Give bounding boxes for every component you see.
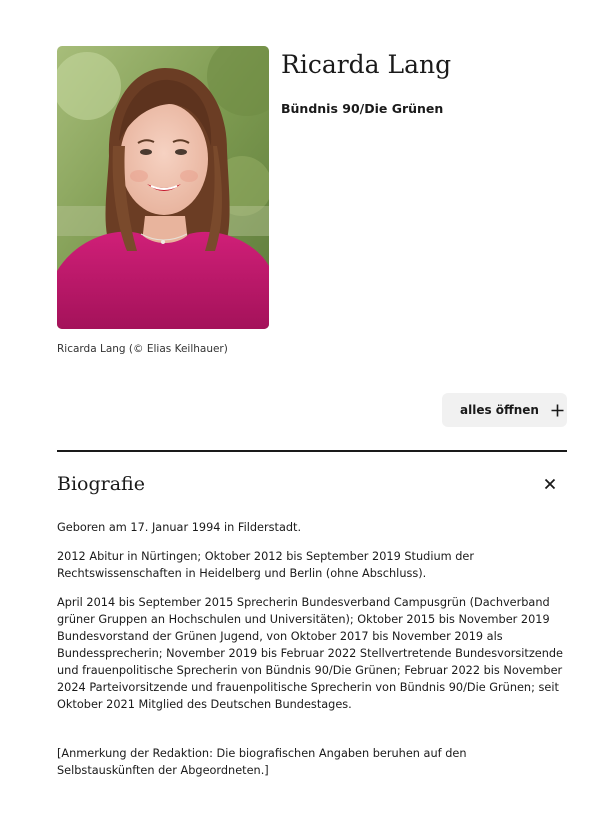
open-all-button[interactable] (442, 393, 567, 427)
open-all-label: alles öffnen (460, 403, 539, 417)
bio-paragraph-education: 2012 Abitur in Nürtingen; Oktober 2012 bis September 2019 Studium der Rechtswissenschaften in Heidelberg und Berlin (ohne Abschluss). (57, 550, 474, 580)
section-divider (57, 450, 567, 452)
biography-content (57, 519, 567, 791)
close-icon[interactable] (542, 476, 558, 492)
biography-accordion-header[interactable] (57, 470, 567, 500)
person-name: Ricarda Lang (281, 50, 452, 79)
portrait-photo (57, 46, 269, 329)
party-affiliation: Bündnis 90/Die Grünen (281, 101, 444, 116)
bio-paragraph-birth: Geboren am 17. Januar 1994 in Filderstadt. (57, 521, 302, 534)
editorial-note: [Anmerkung der Redaktion: Die biografischen Angaben beruhen auf den Selbstauskünften der Abgeordneten.] (57, 747, 467, 777)
photo-caption: Ricarda Lang (© Elias Keilhauer) (57, 343, 228, 355)
bio-paragraph-career: April 2014 bis September 2015 Sprecherin Bundesverband Campusgrün (Dachverband grüner Gruppen an Hochschulen und Universitäten); Oktober 2015 bis November 2019 Bundesvorstand der Grünen Jugend, von Oktober 2017 bis November 2019 als Bundessprecherin; November 2019 bis Februar 2022 Stellvertretende Bundesvorsitzende und frauenpolitische Sprecherin von Bündnis 90/Die Grünen; Februar 2022 bis November 2024 Parteivorsitzende und frauenpolitische Sprecherin von Bündnis 90/Die Grünen; seit Oktober 2021 Mitglied des Deutschen Bundestages. (57, 596, 563, 711)
biography-title: Biografie (57, 473, 145, 495)
plus-icon (551, 404, 564, 417)
portrait-image (57, 46, 269, 329)
